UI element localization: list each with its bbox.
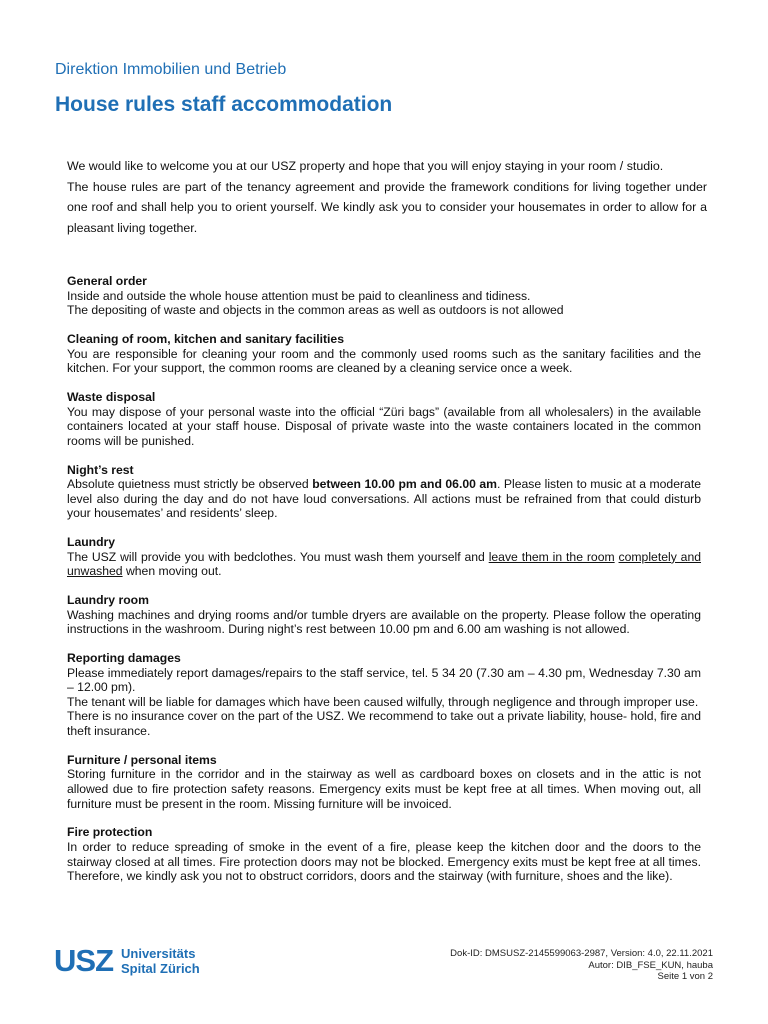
section-text: In order to reduce spreading of smoke in the event of a fire, please keep the kitchen door and the doors to the stairway closed at all times. Fire protection doors may not be blocked. Emergency exits must be kept free at all times. Therefore, we kindly ask you not to obstruct corridors, doors and the stairway (with furniture, shoes and the like). bbox=[67, 839, 701, 884]
section-text: Washing machines and drying rooms and/or tumble dryers are available on the property. Please follow the operating instructions in the washroom. During night’s rest between 10.00 pm and 6.00 am washing is not allowed. bbox=[67, 607, 701, 637]
intro-paragraph-1: We would like to welcome you at our USZ property and hope that you will enjoy staying in your room / studio. bbox=[67, 159, 664, 173]
doc-id: Dok-ID: DMSUSZ-2145599063-2987, Version: 4.0, 22.11.2021 bbox=[450, 948, 713, 959]
section-text: You may dispose of your personal waste into the official “Züri bags” (available from all wholesalers) in the available containers located at your staff house. Disposal of private waste into the waste containers located in the common rooms will be punished. bbox=[67, 404, 701, 448]
section-laundry-room bbox=[67, 593, 701, 637]
section-heading: Reporting damages bbox=[67, 651, 181, 665]
section-general-order bbox=[67, 274, 701, 318]
section-heading: Fire protection bbox=[67, 825, 153, 840]
section-text bbox=[67, 477, 701, 521]
section-heading: Night’s rest bbox=[67, 462, 134, 477]
underlined-text: completely and unwashed bbox=[67, 549, 701, 579]
section-fire-protection bbox=[67, 825, 701, 883]
section-furniture bbox=[67, 753, 701, 811]
section-heading: General order bbox=[67, 274, 147, 288]
section-cleaning bbox=[67, 332, 701, 376]
logo-line: Universitäts bbox=[121, 946, 196, 961]
section-text: You are responsible for cleaning your room and the commonly used rooms such as the sanitary facilities and the kitchen. For your support, the common rooms are cleaned by a cleaning service once a week. bbox=[67, 346, 701, 376]
section-text: The depositing of waste and objects in the common areas as well as outdoors is not allowed bbox=[67, 303, 564, 318]
text-run: The USZ will provide you with bedclothes. You must wash them yourself and bbox=[67, 549, 489, 564]
logo-mark: USZ bbox=[54, 943, 113, 978]
doc-author: Autor: DIB_FSE_KUN, hauba bbox=[588, 959, 713, 971]
section-text: Inside and outside the whole house attention must be paid to cleanliness and tidiness. bbox=[67, 288, 531, 303]
usz-logo bbox=[54, 945, 200, 977]
intro-text bbox=[67, 156, 707, 238]
intro-paragraph-2: The house rules are part of the tenancy agreement and provide the framework conditions for living together under one roof and shall help you to orient yourself. We kindly ask you to consider your housemates in order to allow for a pleasant living together. bbox=[67, 179, 707, 235]
section-laundry bbox=[67, 535, 701, 579]
document-title: House rules staff accommodation bbox=[55, 93, 393, 116]
quiet-hours: between 10.00 pm and 06.00 am bbox=[312, 477, 497, 492]
text-run: . Please listen to music at a moderate level also during the day and do not have loud conversations. All actions must be refrained from that could disturb your housemates’ and residents’ sleep. bbox=[67, 477, 701, 521]
document-metadata bbox=[450, 948, 713, 983]
logo-line: Spital Zürich bbox=[121, 961, 200, 976]
section-heading: Cleaning of room, kitchen and sanitary facilities bbox=[67, 331, 344, 346]
text-run: Absolute quietness must strictly be observed bbox=[67, 477, 313, 492]
section-text: The tenant will be liable for damages which have been caused wilfully, through negligence and through improper use. bbox=[67, 694, 699, 709]
section-text: There is no insurance cover on the part of the USZ. We recommend to take out a private liability, house- hold, fire and theft insurance. bbox=[67, 709, 701, 738]
section-text bbox=[67, 550, 701, 579]
logo-wordmark bbox=[121, 946, 200, 976]
text-run: when moving out. bbox=[122, 564, 222, 579]
section-nights-rest bbox=[67, 463, 701, 521]
section-heading: Furniture / personal items bbox=[67, 752, 217, 767]
section-heading: Waste disposal bbox=[67, 389, 156, 404]
section-heading: Laundry bbox=[67, 535, 116, 550]
department-name: Direktion Immobilien und Betrieb bbox=[55, 61, 287, 78]
underlined-text: leave them in the room bbox=[488, 549, 615, 564]
section-reporting-damages bbox=[67, 651, 701, 739]
section-heading: Laundry room bbox=[67, 593, 149, 608]
section-text: Storing furniture in the corridor and in the stairway as well as cardboard boxes on closets and in the attic is not allowed due to fire protection safety reasons. Emergency exits must be kept free at all times. When moving out, all furniture must be present in the room. Missing furniture will be invoiced. bbox=[67, 767, 701, 811]
section-text: Please immediately report damages/repairs to the staff service, tel. 5 34 20 (7.30 am – 4.30 pm, Wednesday 7.30 am – 12.00 pm). bbox=[67, 665, 701, 695]
page-number: Seite 1 von 2 bbox=[657, 971, 713, 982]
house-rules-sections bbox=[67, 274, 701, 898]
section-waste-disposal bbox=[67, 390, 701, 448]
